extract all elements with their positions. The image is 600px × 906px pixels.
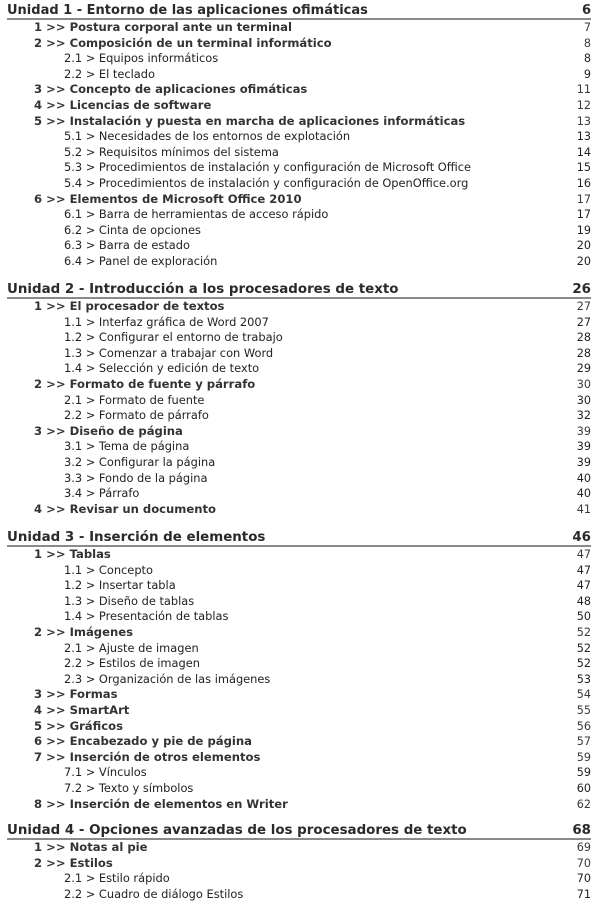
entry-number: 2.2 > xyxy=(64,408,99,423)
entry-title: El teclado xyxy=(98,66,155,81)
section-label xyxy=(34,687,118,702)
subsection-entry xyxy=(0,67,600,82)
subsection-label xyxy=(64,486,139,501)
entry-number: 2.1 > xyxy=(64,392,99,407)
entry-number: 6 >> xyxy=(34,191,70,206)
entry-number: 5.4 > xyxy=(64,176,99,190)
section-label xyxy=(34,797,288,812)
unit-heading xyxy=(0,282,600,297)
subsection-label xyxy=(64,471,208,486)
entry-number: 6.4 > xyxy=(64,254,99,268)
section-label xyxy=(34,377,255,392)
subsection-label xyxy=(64,330,283,345)
section-label xyxy=(34,703,129,718)
entry-page-number: 17 xyxy=(576,208,591,222)
entry-number: 1.1 > xyxy=(64,314,99,329)
entry-number: 1 >> xyxy=(34,20,70,34)
subsection-label xyxy=(64,672,270,687)
entry-number: 3.3 > xyxy=(64,470,99,485)
entry-number: 2.2 > xyxy=(64,66,99,81)
entry-page-number: 53 xyxy=(576,672,591,686)
subsection-label xyxy=(64,656,200,671)
subsection-entry xyxy=(0,486,600,501)
section-entry xyxy=(0,840,600,855)
entry-number: 1.3 > xyxy=(64,345,99,360)
entry-page-number: 70 xyxy=(576,872,591,886)
section-label xyxy=(34,98,211,113)
entry-page-number: 55 xyxy=(576,704,591,717)
entry-title: Procedimientos de instalación y configuración de Microsoft Office xyxy=(98,160,472,175)
entry-page-number: 32 xyxy=(576,409,591,423)
entry-page-number: 69 xyxy=(576,841,591,854)
entry-number: 2.2 > xyxy=(64,656,99,671)
entry-page-number: 20 xyxy=(576,239,591,253)
entry-title: Texto y símbolos xyxy=(98,781,194,795)
section-label xyxy=(34,856,113,871)
entry-title: Diseño de tablas xyxy=(98,593,195,608)
entry-title: Insertar tabla xyxy=(98,578,176,593)
entry-title: Barra de herramientas de acceso rápido xyxy=(98,207,329,222)
subsection-entry xyxy=(0,346,600,361)
entry-number: 5 >> xyxy=(34,113,70,128)
entry-title: Licencias de software xyxy=(69,98,212,112)
entry-title: SmartArt xyxy=(69,703,130,717)
section-entry xyxy=(0,36,600,51)
subsection-label xyxy=(64,887,243,902)
unit-page-number: 26 xyxy=(572,282,591,297)
section-label xyxy=(34,114,465,129)
subsection-label xyxy=(64,781,193,796)
section-entry xyxy=(0,114,600,129)
entry-page-number: 52 xyxy=(576,657,591,671)
entry-page-number: 20 xyxy=(576,255,591,268)
entry-number: 2 >> xyxy=(34,377,70,391)
subsection-entry xyxy=(0,330,600,345)
entry-page-number: 40 xyxy=(576,487,591,501)
subsection-entry xyxy=(0,455,600,470)
entry-title: Presentación de tablas xyxy=(98,609,229,624)
entry-title: Instalación y puesta en marcha de aplicaciones informáticas xyxy=(69,113,466,128)
entry-page-number: 19 xyxy=(576,223,591,237)
section-entry xyxy=(0,734,600,749)
entry-title: Inserción de otros elementos xyxy=(69,749,261,764)
section-label xyxy=(34,82,307,97)
entry-page-number: 47 xyxy=(576,579,591,593)
entry-title: Formato de fuente xyxy=(98,392,205,407)
entry-title: Organización de las imágenes xyxy=(98,671,271,686)
subsection-label xyxy=(64,765,147,780)
entry-page-number: 12 xyxy=(576,99,591,112)
entry-title: Interfaz gráfica de Word 2007 xyxy=(98,314,269,329)
subsection-label xyxy=(64,594,194,609)
section-label xyxy=(34,840,148,855)
entry-title: Estilos xyxy=(69,855,113,870)
subsection-label xyxy=(64,67,155,82)
subsection-label xyxy=(64,207,328,222)
entry-title: Configurar el entorno de trabajo xyxy=(98,330,283,345)
entry-number: 4 >> xyxy=(34,703,70,717)
entry-page-number: 17 xyxy=(576,192,591,206)
entry-title: Gráficos xyxy=(69,718,123,733)
entry-page-number: 41 xyxy=(576,502,591,516)
entry-number: 3 >> xyxy=(34,687,70,702)
entry-page-number: 39 xyxy=(576,456,591,469)
subsection-entry xyxy=(0,176,600,191)
entry-number: 2 >> xyxy=(34,855,70,870)
entry-page-number: 40 xyxy=(576,471,591,485)
subsection-label xyxy=(64,254,217,269)
entry-number: 3 >> xyxy=(34,423,70,438)
entry-title: Tablas xyxy=(69,547,111,561)
unit-page-number: 46 xyxy=(572,530,591,545)
section-entry xyxy=(0,299,600,314)
entry-title: Estilo rápido xyxy=(98,871,170,886)
entry-page-number: 39 xyxy=(576,440,591,454)
entry-page-number: 11 xyxy=(576,83,591,97)
subsection-entry xyxy=(0,609,600,624)
entry-page-number: 57 xyxy=(576,735,591,749)
section-label xyxy=(34,734,252,749)
entry-number: 1.1 > xyxy=(64,562,99,577)
section-entry xyxy=(0,750,600,765)
subsection-entry xyxy=(0,656,600,671)
section-entry xyxy=(0,377,600,392)
entry-page-number: 8 xyxy=(583,52,591,66)
section-label xyxy=(34,547,111,562)
entry-page-number: 28 xyxy=(576,331,591,345)
section-entry xyxy=(0,856,600,871)
entry-page-number: 47 xyxy=(576,548,591,561)
section-label xyxy=(34,20,292,35)
entry-page-number: 8 xyxy=(583,36,591,50)
subsection-entry xyxy=(0,129,600,144)
subsection-label xyxy=(64,176,468,191)
entry-number: 1 >> xyxy=(34,840,70,854)
entry-title: Barra de estado xyxy=(98,238,190,253)
unit-heading xyxy=(0,530,600,545)
section-label xyxy=(34,36,332,51)
entry-title: Fondo de la página xyxy=(98,470,208,485)
entry-number: 1.3 > xyxy=(64,593,99,608)
entry-page-number: 54 xyxy=(576,688,591,702)
subsection-label xyxy=(64,145,279,160)
unit-title: Unidad 2 - Introducción a los procesadores de texto xyxy=(7,282,399,297)
entry-title: Configurar la página xyxy=(98,455,216,469)
entry-number: 3.2 > xyxy=(64,455,99,469)
entry-number: 1.4 > xyxy=(64,361,99,376)
subsection-entry xyxy=(0,765,600,780)
entry-number: 5.1 > xyxy=(64,129,99,144)
section-entry xyxy=(0,82,600,97)
entry-page-number: 13 xyxy=(576,130,591,144)
entry-title: Cuadro de diálogo Estilos xyxy=(98,886,244,901)
entry-title: Equipos informáticos xyxy=(98,51,219,66)
entry-number: 3 >> xyxy=(34,82,70,97)
entry-number: 8 >> xyxy=(34,796,70,811)
entry-number: 2.2 > xyxy=(64,886,99,901)
subsection-label xyxy=(64,871,170,886)
section-label xyxy=(34,192,302,207)
entry-page-number: 16 xyxy=(576,177,591,190)
entry-number: 6.2 > xyxy=(64,222,99,237)
unit-heading xyxy=(0,3,600,18)
entry-number: 2.3 > xyxy=(64,671,99,686)
subsection-entry xyxy=(0,594,600,609)
subsection-label xyxy=(64,238,190,253)
entry-number: 7 >> xyxy=(34,749,70,764)
entry-title: El procesador de textos xyxy=(69,299,225,313)
subsection-label xyxy=(64,455,215,470)
entry-number: 3.1 > xyxy=(64,439,99,454)
entry-number: 3.4 > xyxy=(64,486,99,501)
subsection-entry xyxy=(0,223,600,238)
subsection-entry xyxy=(0,207,600,222)
entry-title: Ajuste de imagen xyxy=(98,640,199,655)
subsection-entry xyxy=(0,871,600,886)
section-entry xyxy=(0,502,600,517)
entry-number: 2 >> xyxy=(34,625,70,639)
subsection-entry xyxy=(0,578,600,593)
entry-page-number: 60 xyxy=(576,782,591,795)
entry-title: Postura corporal ante un terminal xyxy=(69,20,292,34)
entry-title: Notas al pie xyxy=(69,840,148,854)
entry-page-number: 39 xyxy=(576,424,591,438)
subsection-label xyxy=(64,346,273,361)
entry-page-number: 27 xyxy=(576,300,591,313)
section-entry xyxy=(0,192,600,207)
entry-title: Encabezado y pie de página xyxy=(69,734,252,749)
entry-number: 5.2 > xyxy=(64,144,99,159)
entry-page-number: 7 xyxy=(583,21,591,34)
entry-page-number: 52 xyxy=(576,641,591,655)
subsection-entry xyxy=(0,471,600,486)
unit-title: Unidad 3 - Inserción de elementos xyxy=(7,530,266,545)
subsection-entry xyxy=(0,439,600,454)
entry-page-number: 59 xyxy=(576,750,591,764)
subsection-label xyxy=(64,315,269,330)
subsection-entry xyxy=(0,641,600,656)
section-entry xyxy=(0,547,600,562)
section-entry xyxy=(0,424,600,439)
entry-number: 1.2 > xyxy=(64,330,99,345)
subsection-entry xyxy=(0,145,600,160)
entry-number: 6.1 > xyxy=(64,207,99,222)
entry-page-number: 70 xyxy=(576,856,591,870)
entry-title: Concepto de aplicaciones ofimáticas xyxy=(69,82,308,97)
section-label xyxy=(34,625,133,640)
subsection-label xyxy=(64,223,201,238)
section-entry xyxy=(0,20,600,35)
entry-title: Concepto xyxy=(98,562,153,577)
section-label xyxy=(34,502,216,517)
subsection-entry xyxy=(0,781,600,796)
entry-number: 5 >> xyxy=(34,718,70,733)
entry-number: 1.4 > xyxy=(64,609,99,624)
unit-title: Unidad 1 - Entorno de las aplicaciones ofimáticas xyxy=(7,3,368,18)
subsection-entry xyxy=(0,254,600,269)
section-entry xyxy=(0,625,600,640)
subsection-label xyxy=(64,393,204,408)
entry-page-number: 52 xyxy=(576,626,591,639)
entry-page-number: 28 xyxy=(576,346,591,360)
entry-page-number: 48 xyxy=(576,594,591,608)
unit-page-number: 6 xyxy=(581,3,591,18)
entry-page-number: 71 xyxy=(576,887,591,901)
subsection-entry xyxy=(0,887,600,902)
unit-heading xyxy=(0,823,600,838)
entry-title: Diseño de página xyxy=(69,423,183,438)
entry-page-number: 15 xyxy=(576,161,591,175)
entry-title: Selección y edición de texto xyxy=(98,361,260,376)
entry-title: Cinta de opciones xyxy=(98,222,201,237)
entry-title: Estilos de imagen xyxy=(98,656,200,671)
entry-page-number: 56 xyxy=(576,719,591,733)
subsection-label xyxy=(64,408,209,423)
subsection-label xyxy=(64,160,471,175)
entry-number: 4 >> xyxy=(34,98,70,112)
entry-page-number: 29 xyxy=(576,362,591,376)
subsection-entry xyxy=(0,51,600,66)
entry-number: 4 >> xyxy=(34,501,70,516)
entry-page-number: 14 xyxy=(576,145,591,159)
entry-number: 1 >> xyxy=(34,299,70,313)
section-entry xyxy=(0,719,600,734)
section-label xyxy=(34,750,260,765)
entry-page-number: 50 xyxy=(576,610,591,624)
section-label xyxy=(34,299,224,314)
entry-title: Párrafo xyxy=(98,486,140,501)
entry-page-number: 30 xyxy=(576,393,591,407)
subsection-entry xyxy=(0,361,600,376)
entry-page-number: 62 xyxy=(576,797,591,811)
subsection-label xyxy=(64,578,176,593)
unit-page-number: 68 xyxy=(572,823,591,838)
entry-page-number: 30 xyxy=(576,378,591,391)
entry-title: Procedimientos de instalación y configuración de OpenOffice.org xyxy=(98,176,469,190)
entry-number: 2.1 > xyxy=(64,640,99,655)
entry-page-number: 9 xyxy=(583,67,591,81)
subsection-label xyxy=(64,51,218,66)
subsection-entry xyxy=(0,315,600,330)
entry-title: Tema de página xyxy=(98,439,190,454)
entry-number: 1.2 > xyxy=(64,578,99,593)
subsection-entry xyxy=(0,672,600,687)
subsection-label xyxy=(64,439,189,454)
section-entry xyxy=(0,703,600,718)
entry-page-number: 27 xyxy=(576,315,591,329)
entry-number: 1 >> xyxy=(34,547,70,561)
section-entry xyxy=(0,98,600,113)
subsection-entry xyxy=(0,393,600,408)
entry-number: 2.1 > xyxy=(64,871,99,886)
entry-title: Vínculos xyxy=(98,765,147,780)
entry-title: Necesidades de los entornos de explotación xyxy=(98,129,351,144)
entry-page-number: 59 xyxy=(576,766,591,780)
section-label xyxy=(34,424,183,439)
entry-number: 2 >> xyxy=(34,35,70,50)
subsection-label xyxy=(64,563,153,578)
entry-title: Comenzar a trabajar con Word xyxy=(98,345,274,360)
entry-title: Elementos de Microsoft Office 2010 xyxy=(69,191,302,206)
entry-title: Revisar un documento xyxy=(69,501,217,516)
subsection-label xyxy=(64,641,199,656)
section-entry xyxy=(0,687,600,702)
entry-title: Formato de fuente y párrafo xyxy=(69,377,256,391)
entry-number: 5.3 > xyxy=(64,160,99,175)
subsection-entry xyxy=(0,563,600,578)
entry-number: 7.1 > xyxy=(64,765,99,780)
section-label xyxy=(34,719,123,734)
entry-title: Formato de párrafo xyxy=(98,408,209,423)
entry-number: 2.1 > xyxy=(64,51,99,66)
entry-page-number: 47 xyxy=(576,563,591,577)
section-entry xyxy=(0,797,600,812)
entry-title: Panel de exploración xyxy=(98,254,218,268)
entry-number: 7.2 > xyxy=(64,781,99,795)
entry-number: 6.3 > xyxy=(64,238,99,253)
entry-title: Imágenes xyxy=(69,625,133,639)
subsection-entry xyxy=(0,408,600,423)
subsection-label xyxy=(64,609,228,624)
entry-title: Inserción de elementos en Writer xyxy=(69,796,288,811)
subsection-label xyxy=(64,129,350,144)
entry-title: Composición de un terminal informático xyxy=(69,35,332,50)
entry-page-number: 13 xyxy=(576,114,591,128)
subsection-label xyxy=(64,361,259,376)
subsection-entry xyxy=(0,238,600,253)
entry-title: Formas xyxy=(69,687,118,702)
entry-number: 6 >> xyxy=(34,734,70,749)
subsection-entry xyxy=(0,160,600,175)
unit-title: Unidad 4 - Opciones avanzadas de los procesadores de texto xyxy=(7,823,467,838)
entry-title: Requisitos mínimos del sistema xyxy=(98,144,279,159)
